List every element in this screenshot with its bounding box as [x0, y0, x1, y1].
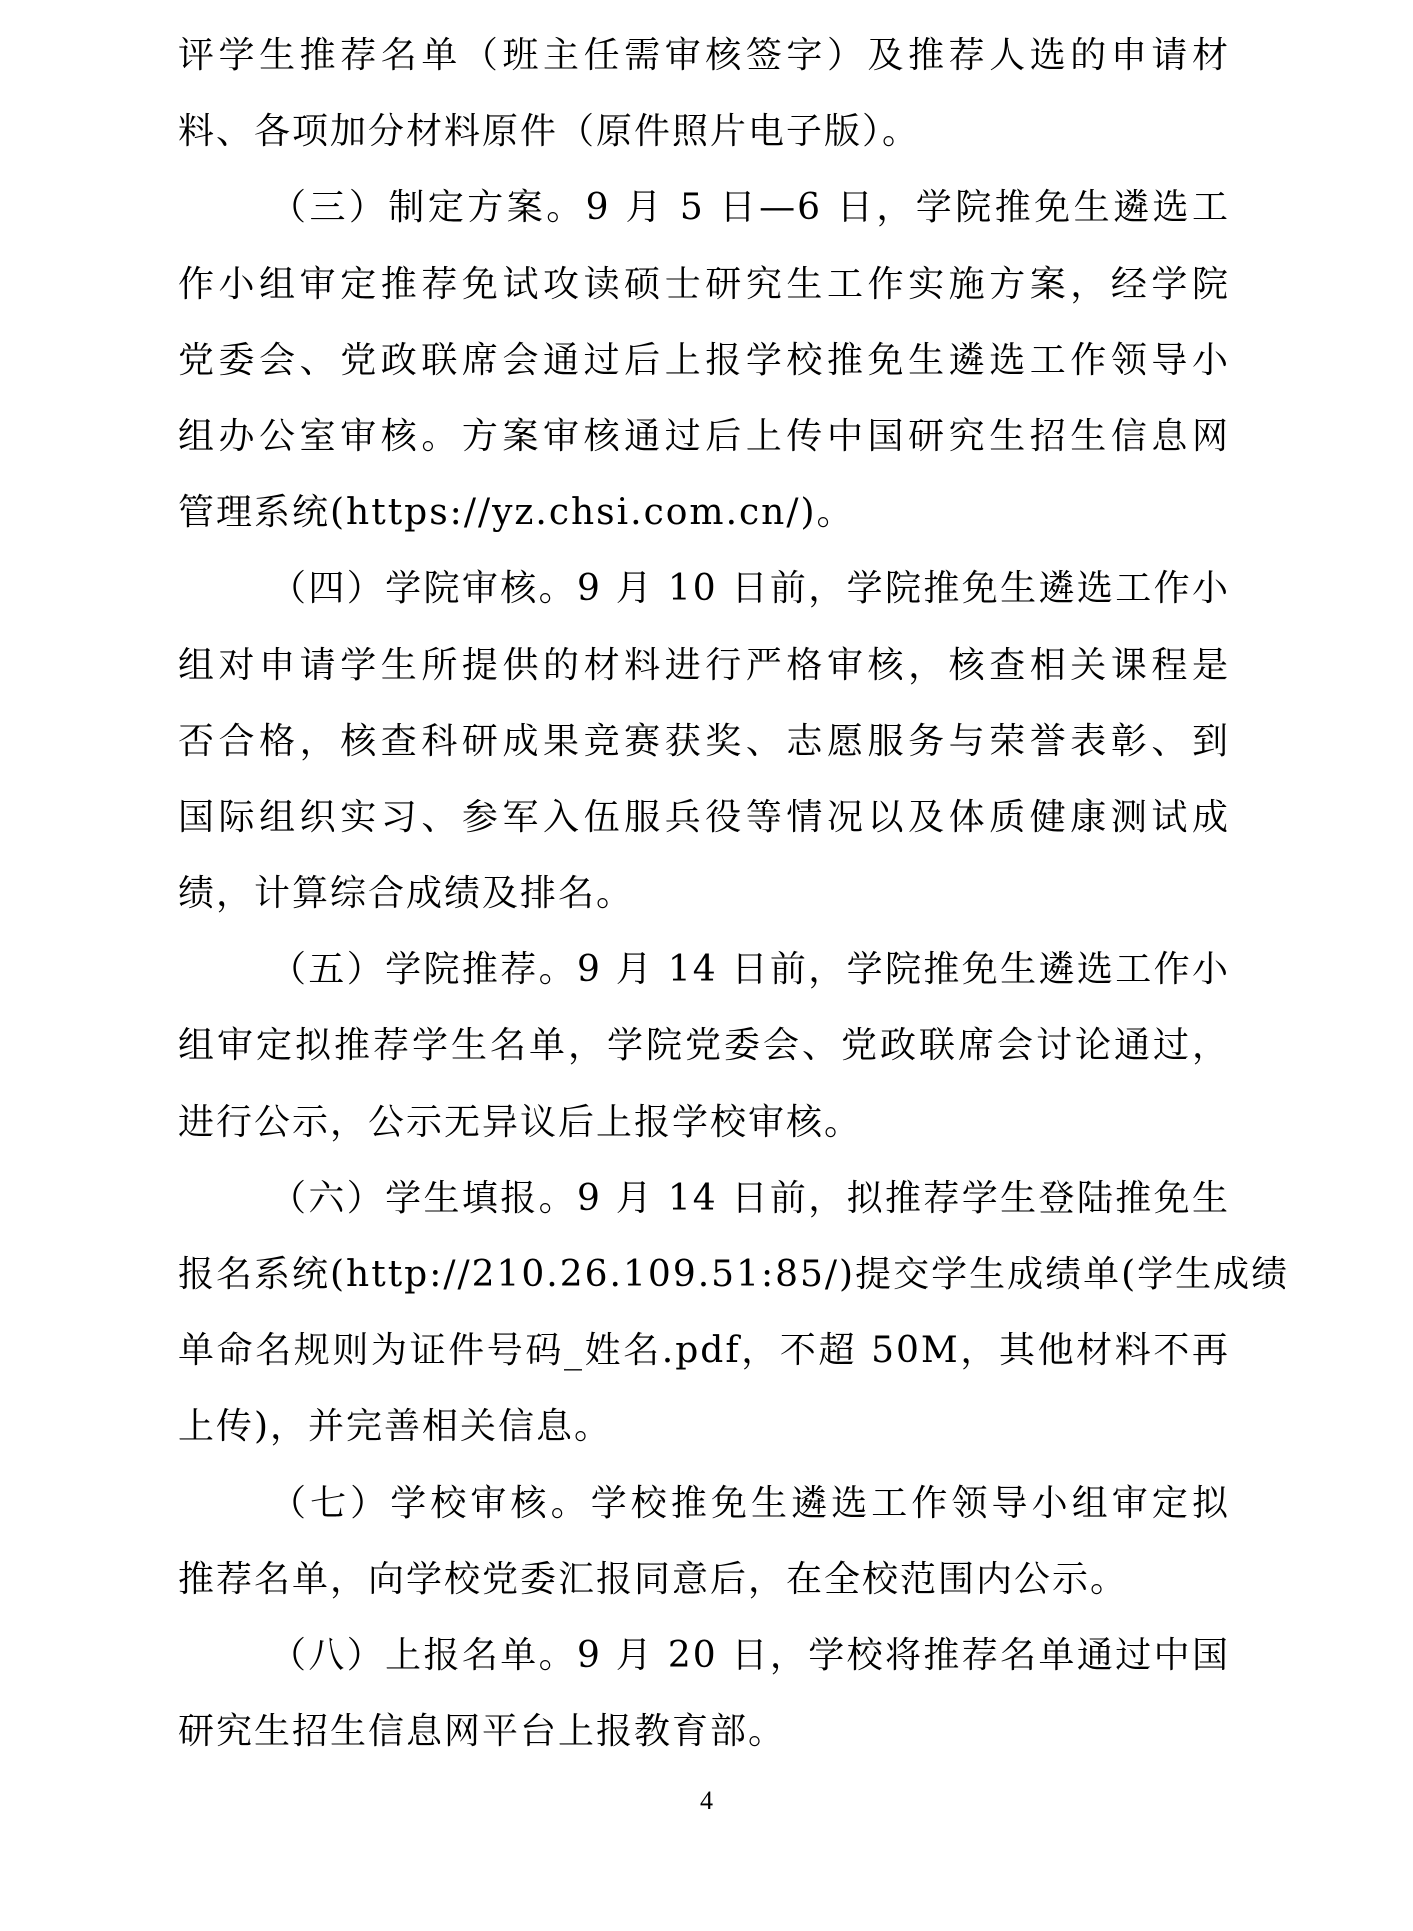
text-line: 否合格，核查科研成果竞赛获奖、志愿服务与荣誉表彰、到	[178, 720, 1230, 762]
text-line: （七）学校审核。学校推免生遴选工作领导小组审定拟	[270, 1482, 1230, 1524]
text-line: 组办公室审核。方案审核通过后上传中国研究生招生信息网	[178, 415, 1230, 457]
text-line: 推荐名单，向学校党委汇报同意后，在全校范围内公示。	[178, 1558, 1129, 1600]
text-line: 组对申请学生所提供的材料进行严格审核，核查相关课程是	[178, 644, 1230, 686]
text-line: （六）学生填报。9 月 14 日前，拟推荐学生登陆推免生	[270, 1177, 1230, 1219]
text-line: 上传)，并完善相关信息。	[178, 1406, 613, 1448]
text-line: 国际组织实习、参军入伍服兵役等情况以及体质健康测试成	[178, 796, 1230, 838]
text-line: 料、各项加分材料原件（原件照片电子版）。	[178, 111, 921, 153]
text-line: 评学生推荐名单（班主任需审核签字）及推荐人选的申请材	[178, 35, 1230, 76]
text-line: 组审定拟推荐学生名单，学院党委会、党政联席会讨论通过，	[178, 1025, 1230, 1067]
text-line: 单命名规则为证件号码_姓名.pdf，不超 50M，其他材料不再	[178, 1330, 1230, 1372]
text-line: 党委会、党政联席会通过后上报学校推免生遴选工作领导小	[178, 339, 1230, 381]
text-line: 报名系统(http://210.26.109.51:85/)提交学生成绩单(学生成绩	[178, 1254, 1290, 1295]
text-line: （五）学院推荐。9 月 14 日前，学院推免生遴选工作小	[270, 949, 1230, 991]
text-line: （八）上报名单。9 月 20 日，学校将推荐名单通过中国	[270, 1634, 1230, 1676]
text-line: 进行公示，公示无异议后上报学校审核。	[178, 1101, 863, 1143]
text-line: （三）制定方案。9 月 5 日—6 日，学院推免生遴选工	[270, 187, 1230, 229]
text-line: 研究生招生信息网平台上报教育部。	[178, 1711, 787, 1753]
text-line: 管理系统(https://yz.chsi.com.cn/)。	[178, 492, 855, 534]
text-line: （四）学院审核。9 月 10 日前，学院推免生遴选工作小	[270, 568, 1230, 610]
page-number: 4	[700, 1786, 713, 1815]
text-line: 绩，计算综合成绩及排名。	[178, 873, 635, 915]
text-line: 作小组审定推荐免试攻读硕士研究生工作实施方案，经学院	[178, 263, 1230, 305]
document-body	[178, 18, 1290, 1770]
